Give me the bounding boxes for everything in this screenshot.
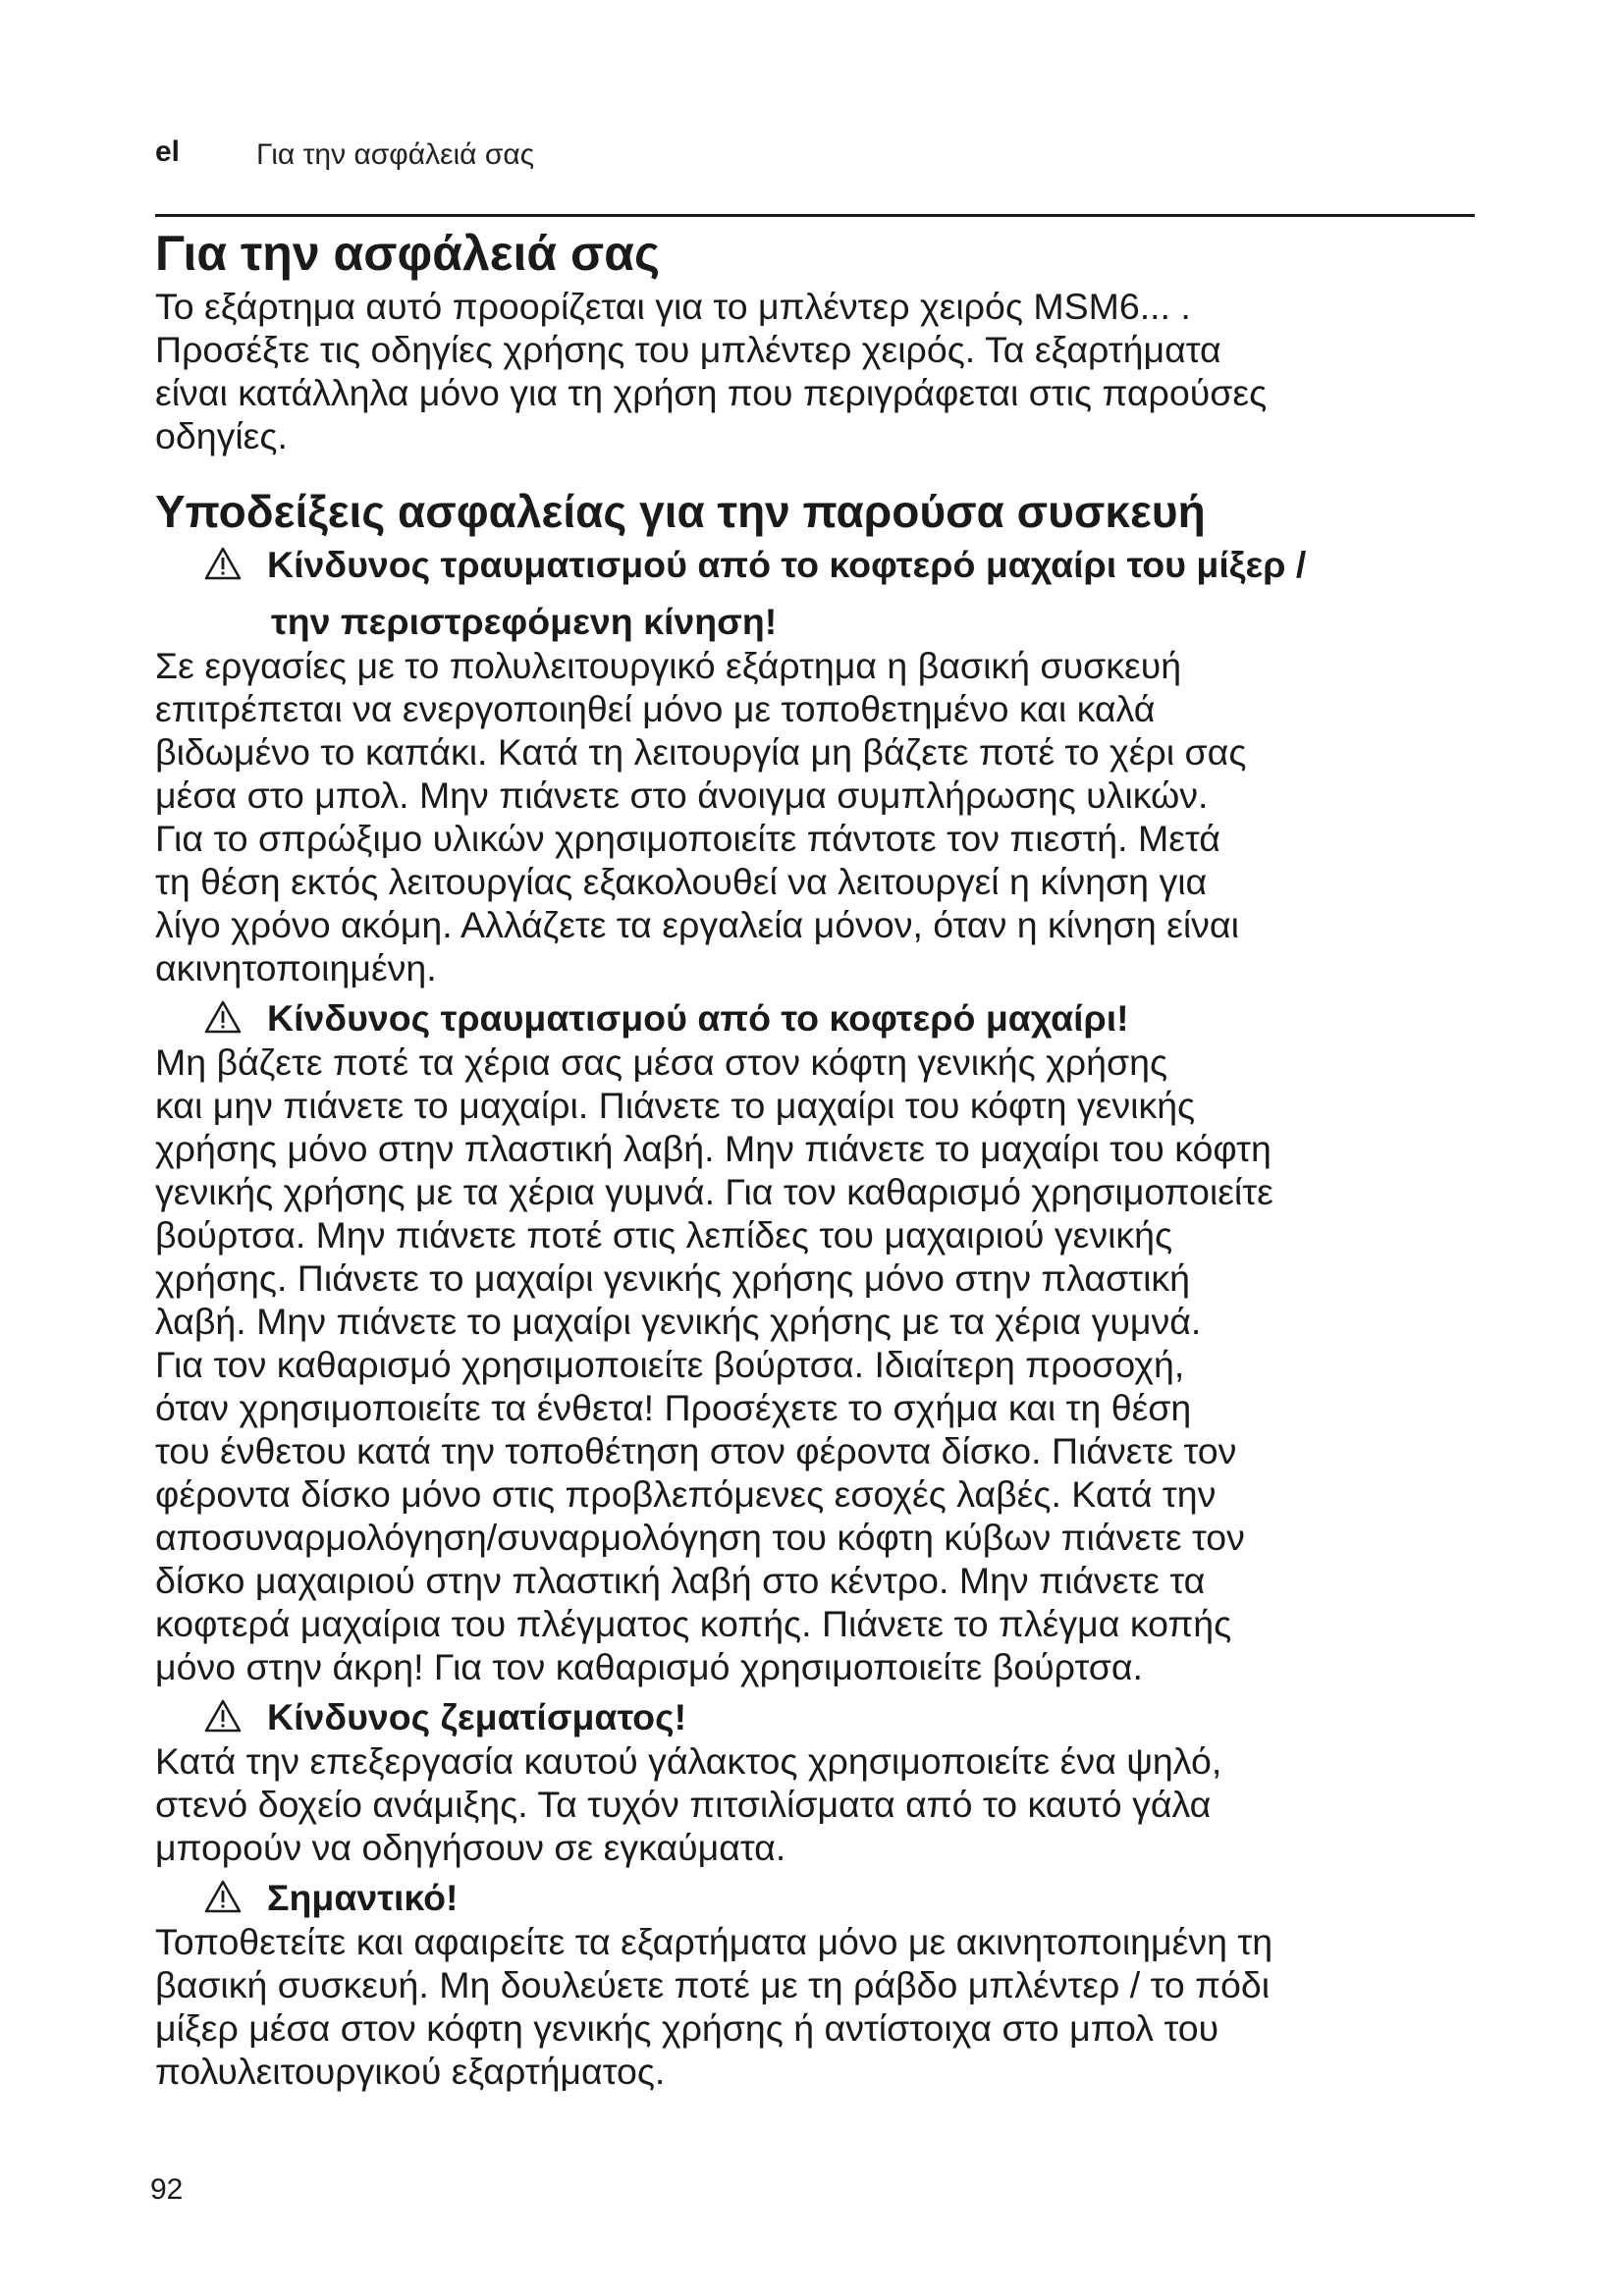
text-line: χρήσης. Πιάνετε το μαχαίρι γενικής χρήσης μόνο στην πλαστική: [155, 1257, 1191, 1299]
page-number: 92: [150, 2173, 184, 2206]
warning-block: [155, 995, 1490, 1688]
text-line: βασική συσκευή. Μη δουλεύετε ποτέ με τη ράβδο μπλέντερ / το πόδι: [155, 1964, 1271, 2005]
text-line: όταν χρησιμοποιείτε τα ένθετα! Προσέχετε το σχήμα και τη θέση: [155, 1387, 1192, 1428]
warning-heading-text: Σημαντικό!: [267, 1877, 459, 1918]
text-line: Κατά την επεξεργασία καυτού γάλακτος χρησιμοποιείτε ένα ψηλό,: [155, 1740, 1222, 1782]
text-line: κοφτερά μαχαίρια του πλέγματος κοπής. Πιάνετε το πλέγμα κοπής: [155, 1603, 1232, 1644]
text-line: τη θέση εκτός λειτουργίας εξακολουθεί να λειτουργεί η κίνηση για: [155, 861, 1208, 902]
text-line: βιδωμένο το καπάκι. Κατά τη λειτουργία μη βάζετε ποτέ το χέρι σας: [155, 731, 1247, 773]
text-line: αποσυναρμολόγηση/συναρμολόγηση του κόφτη κύβων πιάνετε τον: [155, 1517, 1245, 1558]
text-line: λαβή. Μην πιάνετε το μαχαίρι γενικής χρήσης με τα χέρια γυμνά.: [155, 1301, 1202, 1342]
warning-block: [155, 1694, 1490, 1869]
text-line: μίξερ μέσα στον κόφτη γενικής χρήσης ή αντίστοιχα στο μπολ του: [155, 2007, 1219, 2049]
warning-triangle-icon: [204, 1880, 242, 1913]
warning-text: [155, 1739, 1490, 1869]
page-title: Για την ασφάλειά σας: [155, 226, 660, 281]
text-line: στενό δοχείο ανάμιξης. Τα τυχόν πιτσιλίσματα από το καυτό γάλα: [155, 1784, 1212, 1825]
warning-text: [155, 1920, 1490, 2093]
warning-heading: [155, 1694, 1490, 1739]
section-heading: Υποδείξεις ασφαλείας για την παρούσα συσκευή: [155, 486, 1206, 537]
text-line: μόνο στην άκρη! Για τον καθαρισμό χρησιμοποιείτε βούρτσα.: [155, 1646, 1143, 1687]
text-line: δίσκο μαχαιριού στην πλαστική λαβή στο κέντρο. Μην πιάνετε τα: [155, 1560, 1206, 1601]
warning-heading: [155, 995, 1490, 1041]
text-line: επιτρέπεται να ενεργοποιηθεί μόνο με τοποθετημένο και καλά: [155, 688, 1156, 729]
text-line: Για τον καθαρισμό χρησιμοποιείτε βούρτσα. Ιδιαίτερη προσοχή,: [155, 1344, 1185, 1385]
text-line: οδηγίες.: [155, 415, 288, 456]
warning-triangle-icon: [204, 1000, 242, 1034]
text-line: μπορούν να οδηγήσουν σε εγκαύματα.: [155, 1827, 786, 1868]
header-rule: [155, 214, 1475, 217]
intro-paragraph: [155, 285, 1490, 457]
text-line: πολυλειτουργικού εξαρτήματος.: [155, 2051, 666, 2092]
text-line: Προσέξτε τις οδηγίες χρήσης του μπλέντερ χειρός. Τα εξαρτήματα: [155, 329, 1221, 370]
text-line: Τοποθετείτε και αφαιρείτε τα εξαρτήματα μόνο με ακινητοποιημένη τη: [155, 1921, 1273, 1962]
text-line: είναι κατάλληλα μόνο για τη χρήση που περιγράφεται στις παρούσες: [155, 372, 1268, 413]
warning-heading-text: Κίνδυνος τραυματισμού από το κοφτερό μαχαίρι!: [267, 997, 1129, 1039]
warning-triangle-icon: [204, 1699, 242, 1733]
language-code: el: [155, 135, 181, 168]
text-line: Σε εργασίες με το πολυλειτουργικό εξάρτημα η βασική συσκευή: [155, 645, 1182, 686]
warning-block: [155, 542, 1490, 989]
text-line: του ένθετου κατά την τοποθέτηση στον φέροντα δίσκο. Πιάνετε τον: [155, 1430, 1237, 1471]
warning-heading-text: Κίνδυνος τραυματισμού από το κοφτερό μαχαίρι του μίξερ /: [267, 544, 1307, 585]
running-header-section: Για την ασφάλειά σας: [256, 138, 535, 171]
text-line: λίγο χρόνο ακόμη. Αλλάζετε τα εργαλεία μόνον, όταν η κίνηση είναι: [155, 904, 1239, 945]
text-line: Για το σπρώξιμο υλικών χρησιμοποιείτε πάντοτε τον πιεστή. Μετά: [155, 818, 1220, 859]
warning-text: [155, 644, 1490, 989]
warning-heading: [155, 542, 1490, 644]
warning-text: [155, 1041, 1490, 1688]
text-line: Το εξάρτημα αυτό προορίζεται για το μπλέντερ χειρός MSM6... .: [155, 286, 1191, 327]
text-line: βούρτσα. Μην πιάνετε ποτέ στις λεπίδες του μαχαιριού γενικής: [155, 1214, 1173, 1255]
text-line: χρήσης μόνο στην πλαστική λαβή. Μην πιάνετε το μαχαίρι του κόφτη: [155, 1128, 1272, 1169]
warning-block: [155, 1875, 1490, 2093]
warning-triangle-icon: [204, 547, 242, 580]
text-line: Μη βάζετε ποτέ τα χέρια σας μέσα στον κόφτη γενικής χρήσης: [155, 1041, 1168, 1083]
text-line: ακινητοποιημένη.: [155, 947, 437, 988]
warning-heading: [155, 1875, 1490, 1920]
main-content: [155, 222, 1490, 2093]
text-line: και μην πιάνετε το μαχαίρι. Πιάνετε το μαχαίρι του κόφτη γενικής: [155, 1085, 1196, 1126]
text-line: γενικής χρήσης με τα χέρια γυμνά. Για τον καθαρισμό χρησιμοποιείτε: [155, 1171, 1273, 1212]
warning-heading-text: Κίνδυνος ζεματίσματος!: [267, 1696, 687, 1737]
warning-heading-text: την περιστρεφόμενη κίνηση!: [271, 601, 778, 642]
text-line: μέσα στο μπολ. Μην πιάνετε στο άνοιγμα συμπλήρωσης υλικών.: [155, 774, 1209, 816]
text-line: φέροντα δίσκο μόνο στις προβλεπόμενες εσοχές λαβές. Κατά την: [155, 1473, 1217, 1515]
